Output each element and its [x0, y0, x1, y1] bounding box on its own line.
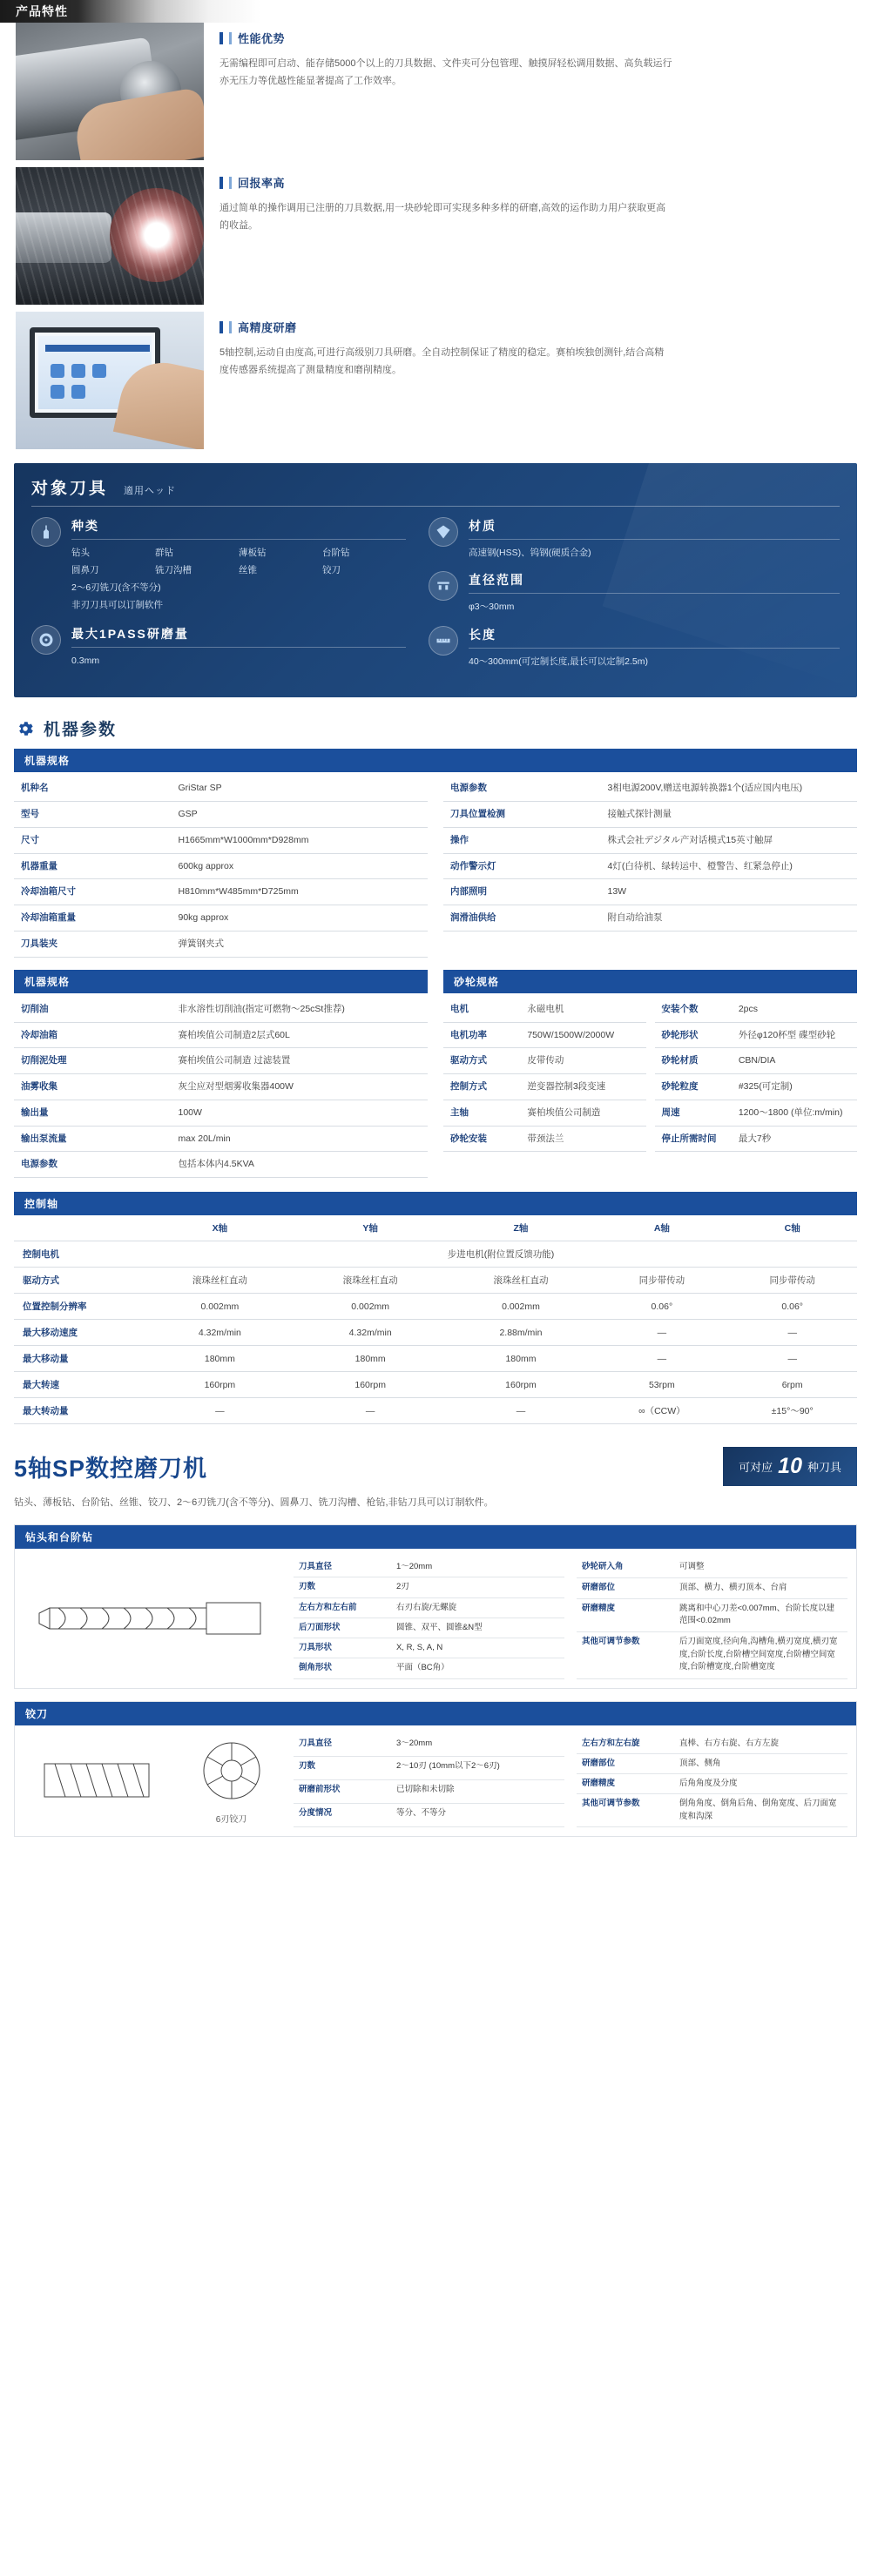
tool-kind-item: 铣刀沟槽 — [155, 564, 192, 575]
table-row: 润滑油供给 附自动给油泵 — [443, 905, 857, 932]
section-title: 机器参数 — [44, 721, 118, 740]
spec-table-left — [14, 776, 428, 958]
length-block — [429, 626, 840, 669]
table-row: 型号 GSP — [14, 801, 428, 827]
table-row: 驱动方式 滚珠丝杠直动 滚珠丝杠直动 滚珠丝杠直动 同步带传动 同步带传动 — [14, 1268, 857, 1294]
length-value: 40～300mm(可定制长度,最长可以定制2.5m) — [469, 656, 648, 667]
table-row: 位置控制分辨率 0.002mm 0.002mm 0.002mm 0.06° 0.06° — [14, 1294, 857, 1320]
spec-table-right — [443, 776, 857, 932]
feature-body: 5轴控制,运动自由度高,可进行高级别刀具研磨。全自动控制保证了精度的稳定。赛柏埃独创测针,结合高精度传感器系统提高了测量精度和磨削精度。 — [219, 347, 665, 376]
tools-panel-subtitle: 適用ヘッド — [124, 486, 177, 496]
feature-title: 回报率高 — [238, 177, 286, 190]
table-row: 研磨精度 后角角度及分度 — [577, 1774, 847, 1794]
bottom-title-bar — [14, 1447, 857, 1486]
accent-bar-secondary-icon — [229, 32, 232, 44]
feature-body: 无需编程即可启动、能存储5000个以上的刀具数据、文件夹可分包管理、触摸屏轻松调用数据、高负载运行亦无压力等优越性能显著提高了工作效率。 — [219, 58, 672, 87]
table-row: 左右方和左右旋 直棒、右方右旋、右方左旋 — [577, 1734, 847, 1754]
table-row: 倒角形状 平面（BC角） — [294, 1658, 564, 1678]
col-a: A轴 — [596, 1215, 727, 1241]
product-headline: 5轴SP数控磨刀机 — [14, 1456, 208, 1483]
feature-title: 性能优势 — [238, 32, 286, 45]
table-row: 研磨前形状 已切除和未切除 — [294, 1780, 564, 1804]
badge-prefix: 可对应 — [739, 1461, 773, 1475]
feature-image-roi — [16, 167, 204, 305]
table-row: 内部照明 13W — [443, 879, 857, 905]
table-row: 机器重量 600kg approx — [14, 853, 428, 879]
drill-spec-left — [294, 1557, 564, 1679]
reamer-spec-left — [294, 1734, 564, 1827]
accent-bar-icon — [219, 321, 223, 333]
table-row: 操作 株式会社デジタル产对话模式15英寸触屏 — [443, 827, 857, 853]
table-row: 尺寸 H1665mm*W1000mm*D928mm — [14, 827, 428, 853]
table-row: 冷却油箱重量 90kg approx — [14, 905, 428, 932]
table-row: 后刀面形状 圆锥、双平、圆锥&N型 — [294, 1618, 564, 1638]
table-row: 砂轮粒度 #325(可定制) — [655, 1074, 858, 1100]
tool-kind-item: 圆鼻刀 — [71, 564, 99, 575]
material-label: 材质 — [469, 517, 840, 540]
col-y: Y轴 — [295, 1215, 446, 1241]
table-row: 刀具直径 3～20mm — [294, 1734, 564, 1757]
target-tools-panel — [14, 463, 857, 697]
reamer-diagram — [24, 1734, 285, 1827]
col-x: X轴 — [145, 1215, 295, 1241]
table-row: 刀具位置检测 接触式探针测量 — [443, 801, 857, 827]
table-row: 冷却油箱 赛柏埃值公司制造2层式60L — [14, 1022, 428, 1048]
table-row: 砂轮安装 带颈法兰 — [443, 1126, 646, 1152]
table-row: 砂轮形状 外径φ120杯型 碟型砂轮 — [655, 1022, 858, 1048]
table-row: 电源参数 3相电源200V,赠送电源转换器1个(适应国内电压) — [443, 776, 857, 801]
feature-row — [0, 167, 871, 305]
table-row: 主轴 赛柏埃值公司制造 — [443, 1100, 646, 1126]
table-row: 刀具直径 1～20mm — [294, 1557, 564, 1577]
material-block — [429, 517, 840, 561]
table-row: 切削泥处理 赛柏埃值公司制造 过滤装置 — [14, 1048, 428, 1074]
badge-number: 10 — [778, 1454, 802, 1479]
table-row: 刀具装夹 弹簧钢夹式 — [14, 931, 428, 957]
table-row: 安装个数 2pcs — [655, 997, 858, 1022]
wheel-header: 砂轮规格 — [443, 970, 857, 993]
table-row: 其他可调节参数 倒角角度、倒角后角、倒角宽度、后刀面宽度和沟深 — [577, 1794, 847, 1827]
table-row: 最大转动量 — — — ∞（CCW） ±15°～90° — [14, 1398, 857, 1424]
table-row: 最大移动速度 4.32m/min 4.32m/min 2.88m/min — — — [14, 1320, 857, 1346]
reamer-spec-right — [577, 1734, 847, 1827]
material-value: 高速钢(HSS)、钨钢(硬质合金) — [469, 548, 591, 558]
page-banner — [0, 0, 871, 23]
drill-spec-right — [577, 1557, 847, 1679]
table-row: 控制方式 逆变器控制3段变速 — [443, 1074, 646, 1100]
table-header-row — [14, 1215, 857, 1241]
caliper-icon — [429, 571, 458, 601]
product-block-drill — [14, 1524, 857, 1689]
feature-title: 高精度研磨 — [238, 321, 297, 334]
tool-kind-item: 群钻 — [155, 548, 173, 558]
table-row: 研磨部位 顶部、侧角 — [577, 1753, 847, 1773]
drill-icon — [31, 517, 61, 547]
product-block-header: 铰刀 — [15, 1702, 856, 1725]
table-row: 停止所需时间 最大7秒 — [655, 1126, 858, 1152]
badge-suffix: 种刀具 — [807, 1461, 841, 1475]
diameter-block — [429, 571, 840, 615]
table-row: 研磨部位 顶部、横力、横刃顶本、台肩 — [577, 1577, 847, 1598]
diamond-icon — [429, 517, 458, 547]
product-block-reamer — [14, 1701, 857, 1837]
gear-icon — [16, 719, 35, 738]
table-row: 电源参数 包括本体内4.5KVA — [14, 1152, 428, 1178]
spec2-table — [14, 997, 428, 1179]
length-label: 长度 — [469, 626, 840, 649]
tool-kind-item: 薄板钻 — [239, 548, 267, 558]
diameter-label: 直径范围 — [469, 571, 840, 594]
control-axis-header: 控制轴 — [14, 1192, 857, 1215]
pass-amount-label: 最大1PASS研磨量 — [71, 625, 406, 648]
spec2-header: 机器规格 — [14, 970, 428, 993]
wheel-table-right — [655, 997, 858, 1153]
tool-kind-item: 铰刀 — [322, 564, 341, 575]
table-row: 输出泵流量 max 20L/min — [14, 1126, 428, 1152]
table-row: 其他可调节参数 后刀面宽度,径向角,沟槽角,横刃宽度,横刃宽度,台阶长度,台阶槽空间宽度,台阶槽空间宽度,台阶槽宽度,台阶槽宽度 — [577, 1632, 847, 1678]
tool-kinds-extra: 2～6刃铣刀(含不等分) — [71, 582, 161, 593]
table-row: 动作警示灯 4灯(白待机、绿转运中、橙警告、红紧急停止) — [443, 853, 857, 879]
accent-bar-icon — [219, 32, 223, 44]
tool-kinds-label: 种类 — [71, 517, 406, 540]
accent-bar-icon — [219, 177, 223, 189]
product-description: 钻头、薄板钻、台阶钻、丝锥、铰刀、2～6刃铣刀(含不等分)、圆鼻刀、铣刀沟槽、枪钻,非钻刀具可以订制软件。 — [14, 1497, 494, 1509]
col-c: C轴 — [727, 1215, 857, 1241]
twist-drill-diagram — [24, 1557, 285, 1679]
machine-params-heading — [16, 716, 871, 740]
tool-kinds-extra-note: 非刃刀具可以订制软件 — [71, 599, 163, 610]
table-row: 冷却油箱尺寸 H810mm*W485mm*D725mm — [14, 879, 428, 905]
feature-image-precision — [16, 312, 204, 449]
table-row: 控制电机 步进电机(附位置反馈功能) — [14, 1241, 857, 1268]
table-row: 分度情况 等分、不等分 — [294, 1803, 564, 1826]
tool-kinds-block — [31, 517, 406, 615]
target-icon — [31, 625, 61, 655]
col-z: Z轴 — [446, 1215, 597, 1241]
wheel-table-left — [443, 997, 646, 1153]
table-row: 输出量 100W — [14, 1100, 428, 1126]
feature-body: 通过简单的操作调用已注册的刀具数据,用一块砂轮即可实现多种多样的研磨,高效的运作助力用户获取更高的收益。 — [219, 203, 666, 232]
tool-kind-item: 钻头 — [71, 548, 90, 558]
feature-image-performance — [16, 23, 204, 160]
feature-text — [219, 167, 672, 305]
control-axis-table — [14, 1215, 857, 1424]
ruler-icon — [429, 626, 458, 656]
feature-row — [0, 23, 871, 160]
accent-bar-secondary-icon — [229, 321, 232, 333]
table-row: 最大转速 160rpm 160rpm 160rpm 53rpm 6rpm — [14, 1372, 857, 1398]
table-row: 砂轮材质 CBN/DIA — [655, 1048, 858, 1074]
table-row: 刃数 2刃 — [294, 1577, 564, 1597]
table-row: 机种名 GriStar SP — [14, 776, 428, 801]
table-row: 最大移动量 180mm 180mm 180mm — — — [14, 1346, 857, 1372]
table-row: 周速 1200～1800 (单位:m/min) — [655, 1100, 858, 1126]
pass-amount-value: 0.3mm — [71, 655, 100, 666]
table-row: 刀具形状 X, R, S, A, N — [294, 1638, 564, 1658]
table-row: 驱动方式 皮带传动 — [443, 1048, 646, 1074]
accent-bar-secondary-icon — [229, 177, 232, 189]
feature-text — [219, 23, 672, 160]
table-row: 油雾收集 灰尘应对型烟雾收集器400W — [14, 1074, 428, 1100]
spec-header: 机器规格 — [14, 749, 857, 772]
tools-panel-title: 对象刀具 — [31, 480, 109, 498]
banner-title: 产品特性 — [16, 4, 68, 18]
pass-amount-block — [31, 625, 406, 669]
tool-count-badge — [723, 1447, 857, 1486]
feature-text — [219, 312, 672, 449]
table-row: 刃数 2～10刃 (10mm以下2～6刃) — [294, 1757, 564, 1780]
table-row: 砂轮研入角 可调整 — [577, 1557, 847, 1577]
feature-row — [0, 312, 871, 449]
product-block-header: 钻头和台阶钻 — [15, 1525, 856, 1549]
table-row: 左右方和左右前 右刃右旋/无螺旋 — [294, 1597, 564, 1618]
table-row: 电机功率 750W/1500W/2000W — [443, 1022, 646, 1048]
tool-kind-item: 台阶钻 — [322, 548, 350, 558]
table-row: 研磨精度 跳离和中心刀差<0.007mm、台阶长度以建范围<0.02mm — [577, 1598, 847, 1632]
table-row: 电机 永磁电机 — [443, 997, 646, 1022]
diameter-value: φ3～30mm — [469, 602, 515, 613]
table-row: 切削油 非水溶性切削油(指定可燃物～25cSt推荐) — [14, 997, 428, 1022]
tool-kind-item: 丝锥 — [239, 564, 257, 575]
figure-caption: 6刃铰刀 — [215, 1815, 247, 1826]
machine-spec-tables — [14, 749, 857, 1424]
